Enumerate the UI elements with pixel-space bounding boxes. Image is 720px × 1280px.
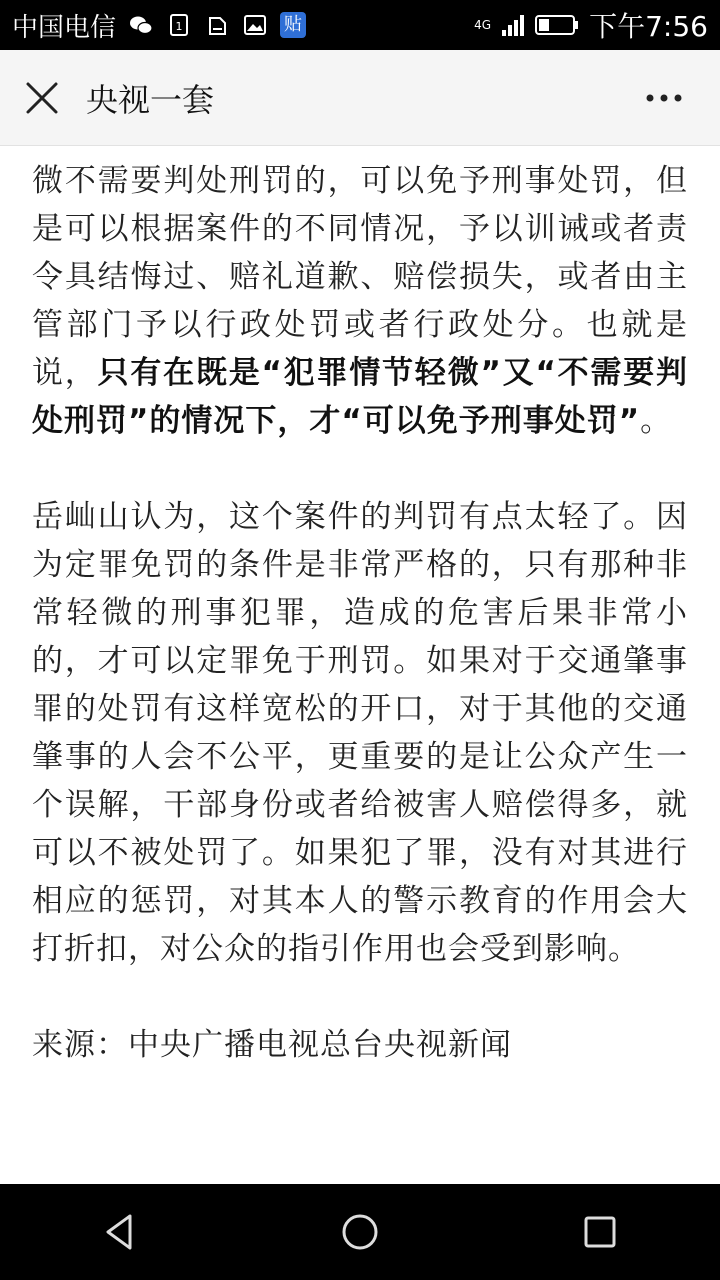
carrier-label: 中国电信 [12, 12, 117, 43]
back-button[interactable] [90, 1202, 150, 1262]
paragraph-text: 微不需要判处刑罚的，可以免予刑事处罚，但是可以根据案件的不同情况，予以训诫或者责令具结悔过、赔礼道歉、赔偿损失，或者由主管部门予以行政处罚或者行政处分。也就是说， [32, 163, 688, 391]
status-right [474, 5, 708, 45]
more-options-icon[interactable] [644, 78, 684, 118]
battery-icon [535, 13, 579, 37]
signal-icon [501, 12, 525, 38]
system-nav-bar [0, 1184, 720, 1280]
wechat-icon [128, 12, 154, 38]
recents-button[interactable] [570, 1202, 630, 1262]
clipboard-icon [204, 12, 230, 38]
status-bar [0, 0, 720, 50]
back-triangle-icon [100, 1212, 140, 1252]
article-paragraph-1 [32, 157, 688, 445]
page-title: 央视一套 [86, 80, 215, 119]
app-header [0, 50, 720, 146]
svg-text:1: 1 [175, 20, 183, 33]
network-label: 4G [474, 18, 492, 32]
sim-card-icon [166, 12, 192, 38]
close-icon[interactable] [22, 78, 62, 118]
paragraph-text-end: 。 [640, 403, 673, 439]
article-paragraph-2: 岳屾山认为，这个案件的判罚有点太轻了。因为定罪免罚的条件是非常严格的，只有那种非常轻微的刑事犯罪，造成的危害后果非常小的，才可以定罪免于刑罚。如果对于交通肇事罪的处罚有这样宽松的开口，对于其他的交通肇事的人会不公平，更重要的是让公众产生一个误解，干部身份或者给被害人赔偿得多，就可以不被处罚了。如果犯了罪，没有对其进行相应的惩罚，对其本人的警示教育的作用会大打折扣，对公众的指引作用也会受到影响。 [32, 499, 688, 967]
home-button[interactable] [330, 1202, 390, 1262]
image-icon [242, 12, 268, 38]
home-circle-icon [340, 1212, 380, 1252]
recents-square-icon [580, 1212, 620, 1252]
article-source: 来源：中央广播电视总台央视新闻 [32, 1027, 512, 1063]
clock: 下午7:56 [589, 10, 708, 43]
paste-icon: 贴 [280, 12, 306, 38]
article-body[interactable] [0, 147, 720, 1183]
notification-icons [128, 12, 306, 38]
emphasized-text: 只有在既是“犯罪情节轻微”又“不需要判处刑罚”的情况下，才“可以免予刑事处罚” [32, 355, 689, 439]
